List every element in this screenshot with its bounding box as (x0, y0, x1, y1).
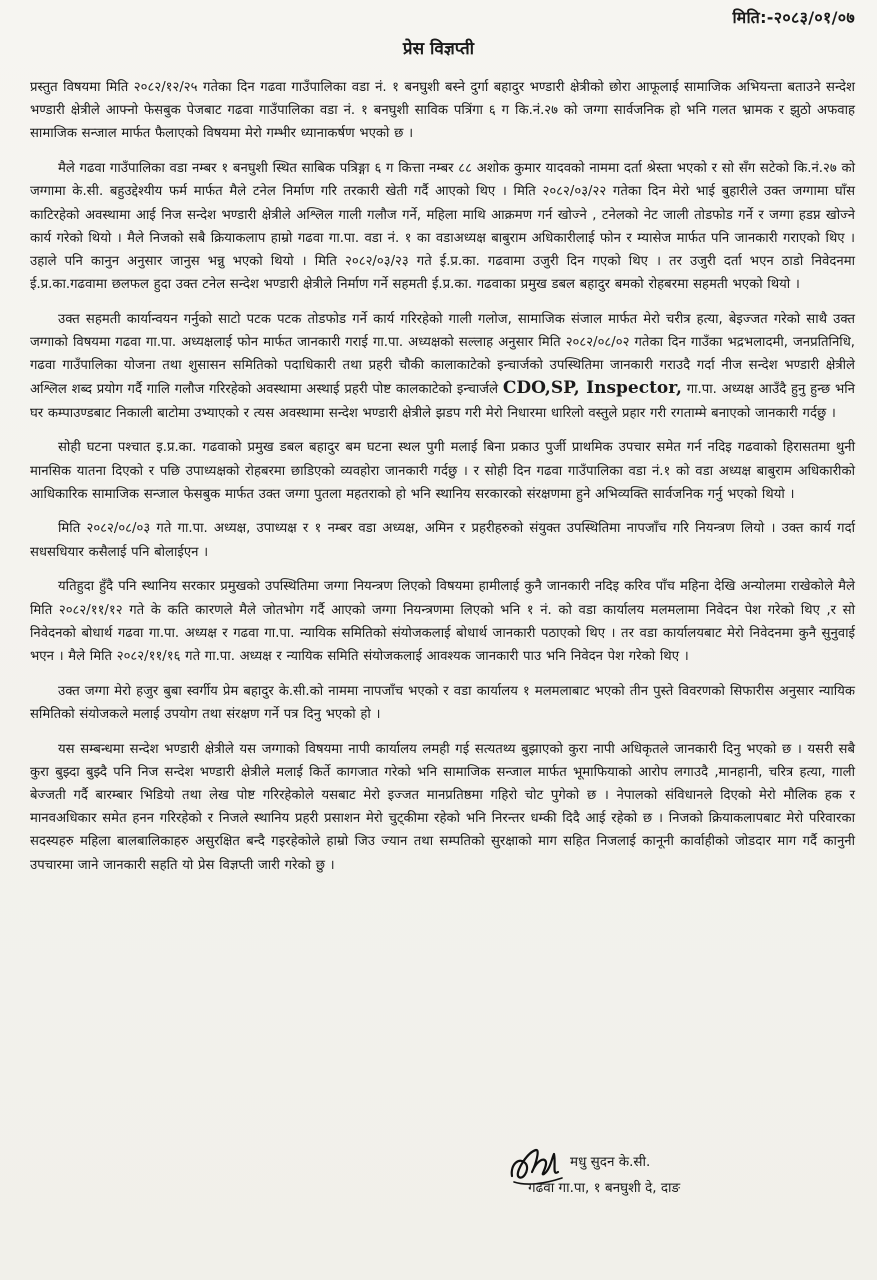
page-title: प्रेस विज्ञप्ती (402, 39, 475, 59)
document-body (30, 76, 855, 888)
paragraph-1: प्रस्तुत विषयमा मिति २०८२/१२/२५ गतेका दिन गढवा गाउँपालिका वडा नं. १ बनघुशी बस्ने दुर्गा बहादुर भण्डारी क्षेत्रीको छोरा आफूलाई सामाजिक अभियन्ता बताउने सन्देश भण्डारी क्षेत्रीले आफ्नो फेसबुक पेजबाट गढवा गाउँपालिका वडा नं. १ बनघुशी साविक पत्रिंगा ६ ग कि.नं.२७ को जग्गा सार्वजनिक हो भनि गलत भ्रामक र झुठो अफवाह सामाजिक सन्जाल मार्फत फैलाएको विषयमा मेरो गम्भीर ध्यानाकर्षण भएको छ । (30, 80, 855, 142)
paragraph-2: मैले गढवा गाउँपालिका वडा नम्बर १ बनघुशी स्थित साबिक पत्रिङ्गा ६ ग कित्ता नम्बर ८८ अशोक कुमार यादवको नाममा दर्ता श्रेस्ता भएको र सो सँग सटेको कि.नं.२७ को जग्गामा के.सी. बहुउद्देश्यीय फर्म मार्फत मैले टनेल निर्माण गरि तरकारी खेती गर्दै आएको थिए । मिति २०८२/०३/२२ गतेका दिन मेरो भाई बुहारीले उक्त जग्गामा घाँस काटिरहेको अवस्थामा आई निज सन्देश भण्डारी क्षेत्रीले अश्लिल गाली गलौज गर्ने, महिला माथि आक्रमण गर्न खोज्ने , टनेलको नेट जाली तोडफोड गर्ने र जग्गा हडप्न खोज्ने कार्य गरेको थियो । मैले निजको सबै क्रियाकलाप हाम्रो गढवा गा.पा. वडा नं. १ का वडाअध्यक्ष बाबुराम अधिकारीलाई फोन र म्यासेज मार्फत पनि जानकारी गराएको थिए । उहाले पनि कानुन अनुसार जानुस भन्नु भएको थियो । मिति २०८२/०३/२३ गते ई.प्र.का. गढवामा उजुरी दिन गएको थिए । तर उजुरी दर्ता भएन ठाडो निवेदनमा ई.प्र.का.गढवामा छलफल हुदा उक्त टनेल सन्देश भण्डारी क्षेत्रीले निर्माण गर्ने सहमती ई.प्र.का. गढवाका प्रमुख डबल बहादुर बमको रोहबरमा सहमती भएको थियो । (30, 161, 855, 293)
signature-block (500, 1142, 820, 1202)
paragraph-6: यतिहुदा हुँदै पनि स्थानिय सरकार प्रमुखको उपस्थितिमा जग्गा नियन्त्रण लिएको विषयमा हामीलाई कुनै जानकारी नदिइ करिव पाँच महिना देखि अन्योलमा राखेकोले मैले मिति २०८२/११/१२ गते के कति कारणले मैले जोतभोग गर्दै आएको जग्गा नियन्त्रणमा लिएको भनि १ नं. को वडा कार्यालय मलमलामा निवेदन पेश गरेको थिए ,र सो निवेदनको बोधार्थ गढवा गा.पा. अध्यक्ष र गढवा गा.पा. न्यायिक समितिको संयोजकलाई बोधार्थ जानकारी पठाएको थिए । तर वडा कार्यालयबाट मेरो निवेदनमा कुनै सुनुवाई भएन । मैले मिति २०८२/११/१६ गते गा.पा. अध्यक्ष र न्यायिक समिति संयोजकलाई आवश्यक जानकारी पाउ भनि निवेदन पेश गरेको थिए । (30, 579, 855, 664)
paragraph-7: उक्त जग्गा मेरो हजुर बुबा स्वर्गीय प्रेम बहादुर के.सी.को नाममा नापजाँच भएको र वडा कार्यालय १ मलमलाबाट भएको तीन पुस्ते विवरणको सिफारीस अनुसार न्यायिक समितिको संयोजकले मलाई उपयोग तथा संरक्षण गर्ने पत्र दिनु भएको हो । (30, 683, 855, 722)
latin-emphasis: CDO,SP, Inspector, (502, 378, 682, 399)
signatory-name: मधु सुदन के.सी. (570, 1154, 651, 1170)
document-date: मिति:-२०८३/०१/०७ (732, 8, 855, 27)
signatory-address: गढवा गा.पा, १ बनघुशी दे, दाङ (528, 1180, 681, 1196)
paragraph-3: उक्त सहमती कार्यान्वयन गर्नुको साटो पटक पटक तोडफोड गर्ने कार्य गरिरहेको गाली गलोज, सामाजिक संजाल मार्फत मेरो चरीत्र हत्या, बेइज्जत गरेको साथै उक्त जग्गाको विषयमा गढवा गा.पा. अध्यक्षलाई फोन मार्फत जानकारी गराई गा.पा. अध्यक्षको सल्लाह अनुसार मिति २०८२/०८/०२ गतेका दिन गाउँका भद्रभलादमी, जनप्रतिनिधि, गढवा गाउँपालिका योजना तथा शुसासन समितिको पदाधिकारी तथा प्रहरी चौकी कालाकाटेको इन्चार्जको उपस्थितिमा जानकारी गराउदै गर्दा नीज सन्देश भण्डारी क्षेत्रीले अश्लिल शब्द प्रयोग गर्दै गालि गलौज गरिरहेको अवस्थामा अस्थाई प्रहरी पोष्ट कालकाटेको इन्चार्जले CDO,SP, Inspector, गा.पा. अध्यक्ष आउँदै हुनु हुन्छ भनि घर कम्पाउण्डबाट निकाली बाटोमा उभ्याएको र त्यस अवस्थामा सन्देश भण्डारी क्षेत्रीले झडप गरी मेरो निधारमा धारिलो वस्तुले प्रहार गरी रगताम्मे बनाएको जानकारी गर्दछु । (30, 311, 855, 421)
paragraph-8: यस सम्बन्धमा सन्देश भण्डारी क्षेत्रीले यस जग्गाको विषयमा नापी कार्यालय लमही गई सत्यतथ्य बुझाएको कुरा नापी अधिकृतले जानकारी दिनु भएको छ । यसरी सबै कुरा बुझ्दा बुझ्दै पनि निज सन्देश भण्डारी क्षेत्रीले मलाई किर्ते कागजात गरेको भनि सामाजिक सन्जाल मार्फत भूमाफियाको आरोप लगाउदै ,मानहानी, चरित्र हत्या, गाली बेज्जती गर्दै बारम्बार भिडियो तथा लेख पोष्ट गरिरहेकोले यसबाट मेरो इज्जत मानप्रतिष्ठमा गहिरो चोट पुगेको छ । नेपालको संविधानले दिएको मेरो मौलिक हक र मानवअधिकार समेत हनन गरिरहेको र निजले स्थानिय प्रहरी प्रसाशन मेरो चुट्कीमा रहेको भनि निरन्तर धम्की दिदै आई रहेको छ । निजको क्रियाकलापबाट मेरो परिवारका सदस्यहरु महिला बालबालिकाहरु असुरक्षित बन्दै गइरहेकोले हाम्रो जिउ ज्यान तथा सम्पतिको सुरक्षाको माग सहित निजलाई कानूनी कार्वाहीको जोडदार माग गर्दै कानुनी उपचारमा जाने जानकारी सहति यो प्रेस विज्ञप्ती जारी गरेको छु । (30, 741, 855, 873)
paragraph-4: सोही घटना पश्चात इ.प्र.का. गढवाको प्रमुख डबल बहादुर बम घटना स्थल पुगी मलाई बिना प्रकाउ पुर्जी प्राथमिक उपचार समेत गर्न नदिइ गढवाको हिरासतमा थुनी मानसिक यातना दिएको र पछि उपाध्यक्षको रोहबरमा छाडिएको व्यवहोरा जानकारी गर्दछु । र सोही दिन गढवा गाउँपालिका वडा नं.१ को वडा अध्यक्ष बाबुराम अधिकारीको आधिकारिक सामाजिक सन्जाल फेसबुक मार्फत उक्त जग्गा पुतला महतराको हो भनि स्थानिय सरकारको संरक्षणमा हुने अभिव्यक्ति सार्वजनिक गर्नु भएको थियो । (30, 440, 855, 502)
paragraph-5: मिति २०८२/०८/०३ गते गा.पा. अध्यक्ष, उपाध्यक्ष र १ नम्बर वडा अध्यक्ष, अमिन र प्रहरीहरुको संयुक्त उपस्थितिमा नापजाँच गरि नियन्त्रण लियो । उक्त कार्य गर्दा सधसधियार कसैलाई पनि बोलाईएन । (30, 521, 855, 560)
